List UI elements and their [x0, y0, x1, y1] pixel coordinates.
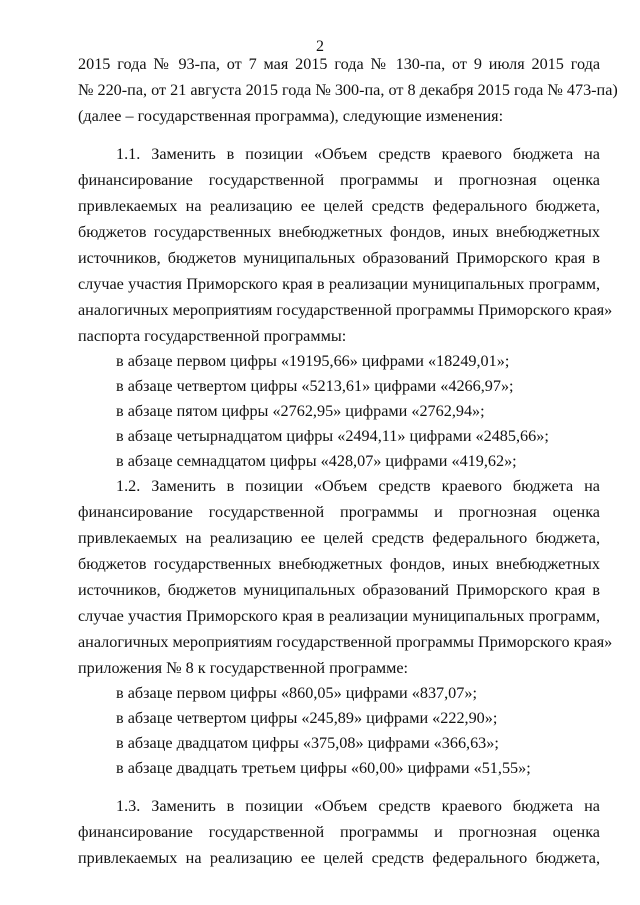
change-item: в абзаце двадцатом цифры «375,08» цифрами «366,63»;: [116, 734, 499, 752]
change-item: в абзаце семнадцатом цифры «428,07» цифрами «419,62»;: [116, 452, 517, 470]
text-line: 2015 года № 93-па, от 7 мая 2015 года № 130-па, от 9 июля 2015 года: [78, 55, 600, 73]
text-line: источников, бюджетов муниципальных образований Приморского края в: [78, 249, 600, 267]
change-item: в абзаце четвертом цифры «245,89» цифрами «222,90»;: [116, 709, 498, 727]
item-heading-1-1: 1.1. Заменить в позиции «Объем средств краевого бюджета на: [116, 145, 600, 163]
page-number: 2: [316, 38, 324, 55]
text-line: финансирование государственной программы и прогнозная оценка: [78, 503, 600, 521]
text-line: привлекаемых на реализацию ее целей средств федерального бюджета,: [78, 529, 600, 547]
item-heading-1-2: 1.2. Заменить в позиции «Объем средств краевого бюджета на: [116, 477, 600, 495]
text-line: № 220-па, от 21 августа 2015 года № 300-па, от 8 декабря 2015 года № 473-па): [78, 81, 618, 99]
change-item: в абзаце четырнадцатом цифры «2494,11» цифрами «2485,66»;: [116, 427, 549, 445]
text-line: финансирование государственной программы и прогнозная оценка: [78, 171, 600, 189]
text-line: случае участия Приморского края в реализации муниципальных программ,: [78, 275, 600, 293]
change-item: в абзаце четвертом цифры «5213,61» цифрами «4266,97»;: [116, 377, 514, 395]
text-line: привлекаемых на реализацию ее целей средств федерального бюджета,: [78, 849, 600, 867]
text-line: привлекаемых на реализацию ее целей средств федерального бюджета,: [78, 197, 600, 215]
text-line: случае участия Приморского края в реализации муниципальных программ,: [78, 607, 600, 625]
text-line: аналогичных мероприятиям государственной программы Приморского края»: [78, 633, 613, 651]
item-heading-1-3: 1.3. Заменить в позиции «Объем средств краевого бюджета на: [116, 797, 600, 815]
text-line: бюджетов государственных внебюджетных фондов, иных внебюджетных: [78, 555, 600, 573]
text-line: паспорта государственной программы:: [78, 327, 347, 345]
text-line: аналогичных мероприятиям государственной программы Приморского края»: [78, 301, 613, 319]
text-line: источников, бюджетов муниципальных образований Приморского края в: [78, 581, 600, 599]
change-item: в абзаце первом цифры «19195,66» цифрами «18249,01»;: [116, 352, 510, 370]
text-line: приложения № 8 к государственной программе:: [78, 659, 409, 677]
text-line: финансирование государственной программы и прогнозная оценка: [78, 823, 600, 841]
change-item: в абзаце пятом цифры «2762,95» цифрами «2762,94»;: [116, 402, 485, 420]
text-line: бюджетов государственных внебюджетных фондов, иных внебюджетных: [78, 223, 600, 241]
text-line: (далее – государственная программа), следующие изменения:: [78, 107, 504, 125]
change-item: в абзаце двадцать третьем цифры «60,00» цифрами «51,55»;: [116, 759, 531, 777]
change-item: в абзаце первом цифры «860,05» цифрами «837,07»;: [116, 684, 477, 702]
